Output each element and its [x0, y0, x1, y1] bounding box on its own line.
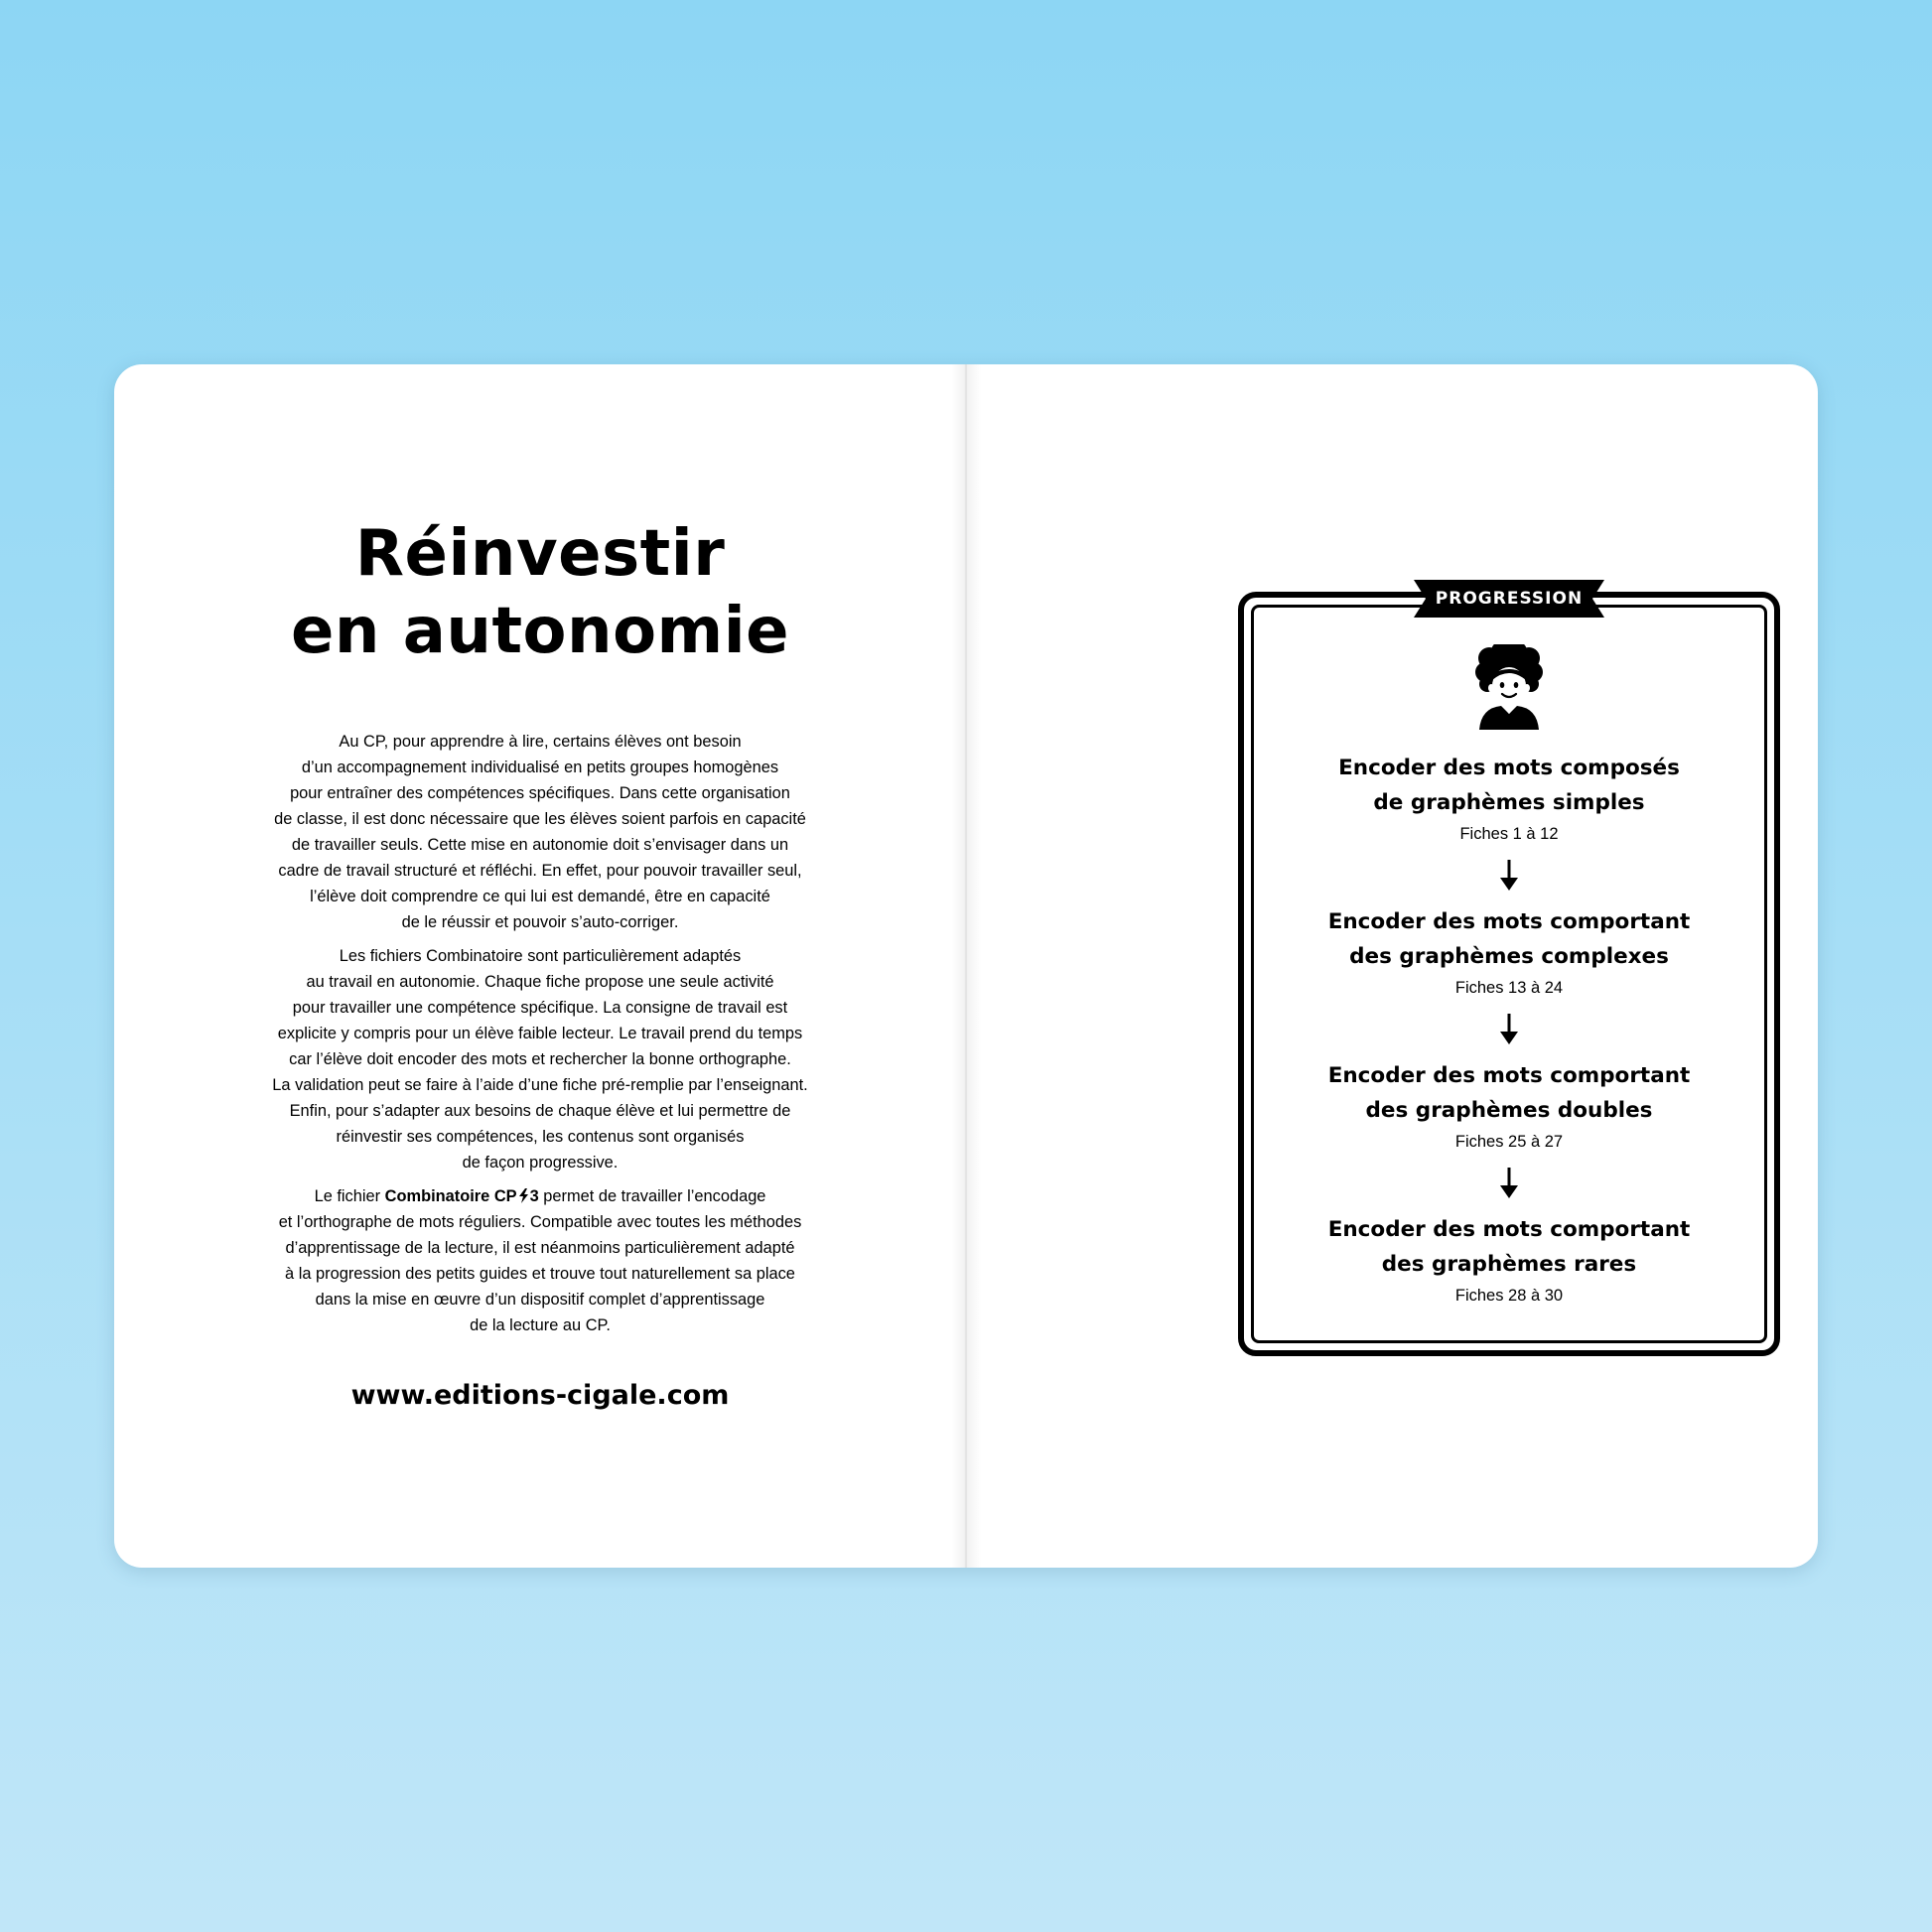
text-prefix: Le fichier [314, 1187, 385, 1205]
step-title-line: des graphèmes doubles [1365, 1098, 1653, 1123]
page-title [114, 515, 966, 670]
paragraph-3 [233, 1183, 847, 1338]
text-line: Au CP, pour apprendre à lire, certains élèves ont besoin [339, 733, 742, 751]
step-fiches: Fiches 1 à 12 [1459, 825, 1559, 843]
progression-step-2 [1238, 904, 1780, 1002]
text-line: au travail en autonomie. Chaque fiche propose une seule activité [306, 973, 774, 991]
step-title-line: Encoder des mots comportant [1327, 1217, 1691, 1242]
text-line: de travailler seuls. Cette mise en autonomie doit s’envisager dans un [291, 836, 789, 854]
step-title-line: des graphèmes complexes [1349, 944, 1669, 969]
website-link[interactable]: www.editions-cigale.com [350, 1380, 730, 1411]
text-line: d’apprentissage de la lecture, il est néanmoins particulièrement adapté [285, 1239, 795, 1257]
step-title [1238, 1212, 1780, 1282]
text-line: et l’orthographe de mots réguliers. Compatible avec toutes les méthodes [278, 1213, 802, 1231]
arrow-down-icon [1499, 860, 1519, 892]
step-fiches: Fiches 13 à 24 [1454, 979, 1564, 997]
text-rest: permet de travailler l’encodage [538, 1187, 766, 1205]
text-line: dans la mise en œuvre d’un dispositif complet d’apprentissage [315, 1291, 765, 1309]
step-title [1238, 751, 1780, 820]
step-title-line: Encoder des mots comportant [1327, 909, 1691, 934]
text-line: de le réussir et pouvoir s’auto-corriger. [401, 913, 679, 931]
step-title-line: des graphèmes rares [1381, 1252, 1637, 1277]
step-title [1238, 1058, 1780, 1128]
text-line: pour travailler une compétence spécifique. La consigne de travail est [292, 999, 788, 1017]
right-page [966, 364, 1818, 1568]
lightning-icon [518, 1188, 529, 1203]
product-name-text: Combinatoire CP [384, 1187, 517, 1205]
progression-ribbon [1414, 580, 1604, 618]
step-title-line: Encoder des mots comportant [1327, 1063, 1691, 1088]
text-line-first [233, 1183, 847, 1209]
text-line: Les fichiers Combinatoire sont particulièrement adaptés [339, 947, 742, 965]
arrow-down-icon [1499, 1014, 1519, 1045]
text-line: Enfin, pour s’adapter aux besoins de chaque élève et lui permettre de [289, 1102, 791, 1120]
step-title-line: Encoder des mots composés [1338, 756, 1680, 780]
product-name [385, 1187, 539, 1205]
title-line-1: Réinvestir [354, 517, 726, 591]
left-page [114, 364, 966, 1568]
text-line: l’élève doit comprendre ce qui lui est demandé, être en capacité [310, 888, 770, 905]
text-line: cadre de travail structuré et réfléchi. En effet, pour pouvoir travailler seul, [278, 862, 802, 880]
step-fiches: Fiches 25 à 27 [1454, 1133, 1564, 1151]
product-name-number: 3 [529, 1187, 539, 1205]
step-title-line: de graphèmes simples [1373, 790, 1645, 815]
paragraph-2 [233, 943, 847, 1175]
text-line: pour entraîner des compétences spécifiques. Dans cette organisation [290, 784, 790, 802]
text-line: La validation peut se faire à l’aide d’une fiche pré-remplie par l’enseignant. [272, 1076, 808, 1094]
step-title [1238, 904, 1780, 974]
text-line: de classe, il est donc nécessaire que les élèves soient parfois en capacité [274, 810, 806, 828]
arrow-down-icon [1499, 1168, 1519, 1199]
book-spread [114, 364, 1818, 1568]
text-line: d’un accompagnement individualisé en petits groupes homogènes [301, 759, 779, 776]
progression-step-3 [1238, 1058, 1780, 1156]
text-line: réinvestir ses compétences, les contenus sont organisés [336, 1128, 745, 1146]
progression-step-4 [1238, 1212, 1780, 1310]
child-face-icon [1471, 644, 1547, 730]
body-text [233, 729, 847, 1346]
title-line-2: en autonomie [290, 595, 790, 668]
text-line: à la progression des petits guides et trouve tout naturellement sa place [285, 1265, 795, 1283]
paragraph-1 [233, 729, 847, 935]
progression-step-1 [1238, 751, 1780, 848]
ribbon-label: PROGRESSION [1435, 589, 1584, 609]
text-line: de façon progressive. [462, 1154, 619, 1172]
text-line: explicite y compris pour un élève faible lecteur. Le travail prend du temps [277, 1025, 803, 1042]
text-line: car l’élève doit encoder des mots et rechercher la bonne orthographe. [289, 1050, 791, 1068]
text-line: de la lecture au CP. [470, 1316, 611, 1334]
step-fiches: Fiches 28 à 30 [1454, 1287, 1564, 1305]
